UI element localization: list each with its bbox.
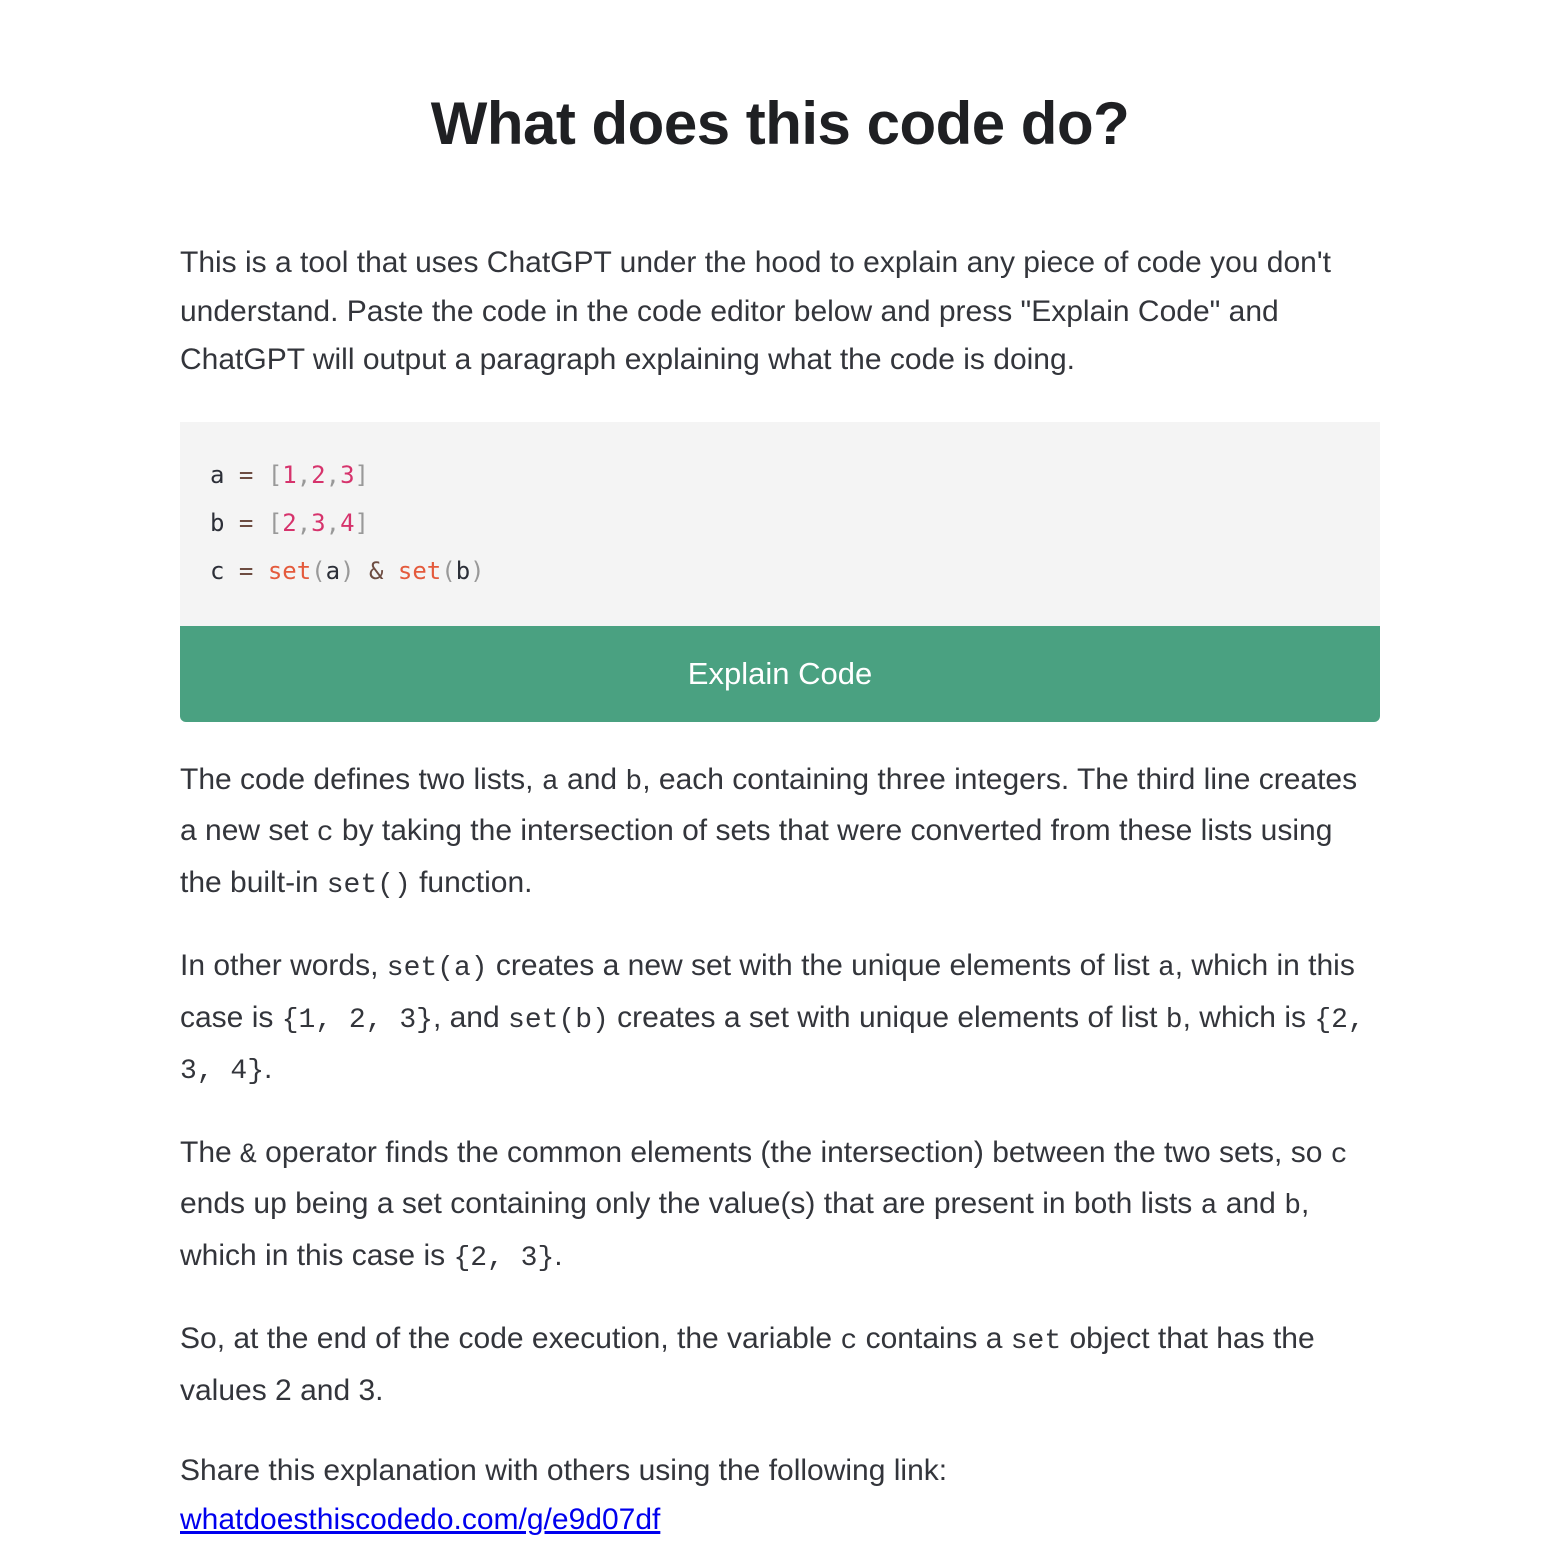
inline-code: b xyxy=(625,766,643,798)
share-text: Share this explanation with others using the following link: xyxy=(180,1454,948,1487)
text: So, at the end of the code execution, the variable xyxy=(180,1322,841,1355)
text: contains a xyxy=(857,1322,1011,1355)
code-token: a xyxy=(325,556,341,585)
code-token: 2 xyxy=(282,508,297,537)
code-token: 2 xyxy=(311,460,326,489)
code-token: , xyxy=(325,508,341,537)
code-line-3 xyxy=(210,547,1350,595)
inline-code: {2, 3} xyxy=(453,1242,555,1274)
inline-code: a xyxy=(541,766,559,798)
code-token: = xyxy=(238,508,254,537)
inline-code: & xyxy=(240,1139,257,1171)
code-token: ( xyxy=(441,556,456,585)
code-token: & xyxy=(368,556,384,585)
explanation-paragraph-2 xyxy=(180,942,1380,1097)
code-token: , xyxy=(325,460,341,489)
text: , which in this case is xyxy=(180,1187,1310,1272)
inline-code: {2, 3, 4} xyxy=(180,1004,1365,1087)
text: operator finds the common elements (the intersection) between the two sets, so xyxy=(256,1135,1331,1169)
inline-code: b xyxy=(1284,1191,1301,1222)
inline-code: b xyxy=(1165,1004,1183,1036)
inline-code: c xyxy=(316,818,334,849)
text: . xyxy=(554,1238,563,1272)
inline-code: a xyxy=(1157,953,1175,984)
code-editor[interactable] xyxy=(180,422,1380,626)
code-token: 4 xyxy=(340,508,355,537)
code-token: b xyxy=(210,508,225,537)
text: by taking the intersection of sets that were converted from these lists using the built-in xyxy=(180,814,1333,899)
text: The xyxy=(180,1135,241,1169)
text: , each containing three integers. The third line creates a new set xyxy=(180,762,1358,847)
text: and xyxy=(558,762,626,796)
code-token: ) xyxy=(340,556,355,585)
code-token: 1 xyxy=(282,460,297,489)
code-token: a xyxy=(210,460,225,489)
code-token: set xyxy=(267,556,312,585)
code-token: 3 xyxy=(311,508,326,537)
code-token: = xyxy=(238,460,254,489)
code-line-2 xyxy=(210,499,1350,547)
inline-code: {1, 2, 3} xyxy=(281,1004,433,1036)
code-token: b xyxy=(455,556,471,585)
text: , which in this case is xyxy=(180,949,1355,1034)
code-token: set xyxy=(397,556,442,585)
text: creates a new set with the unique elements of list xyxy=(487,949,1158,982)
inline-code: set(a) xyxy=(386,953,488,984)
share-section xyxy=(180,1447,1380,1544)
explanation-paragraph-4 xyxy=(180,1315,1380,1415)
text: . xyxy=(264,1052,273,1085)
inline-code: c xyxy=(840,1326,858,1357)
inline-code: c xyxy=(1330,1139,1348,1171)
code-token: = xyxy=(238,556,254,585)
text: and xyxy=(1217,1187,1285,1220)
explanation-paragraph-1 xyxy=(180,756,1380,911)
explanation-paragraph-3 xyxy=(180,1129,1380,1284)
code-token: 3 xyxy=(340,460,355,489)
code-token: [ xyxy=(267,508,283,537)
explain-code-button[interactable]: Explain Code xyxy=(180,626,1380,722)
code-token: ) xyxy=(470,556,485,585)
code-token: ] xyxy=(354,508,369,537)
inline-code: a xyxy=(1200,1191,1218,1222)
code-token: [ xyxy=(267,460,283,489)
page-title: What does this code do? xyxy=(430,90,1130,157)
text: , and xyxy=(432,1000,509,1034)
explanation xyxy=(180,756,1380,1545)
code-token: ( xyxy=(311,556,326,585)
text: creates a set with unique elements of list xyxy=(608,1000,1166,1034)
code-token: c xyxy=(210,556,225,585)
inline-code: set() xyxy=(326,869,411,901)
page xyxy=(180,0,1380,1544)
inline-code: set xyxy=(1010,1326,1062,1357)
intro-paragraph: This is a tool that uses ChatGPT under the hood to explain any piece of code you don't understand. Paste the code in the code editor below and press "Explain Code" and ChatGPT will output a paragraph explaining what the code is doing. xyxy=(180,246,1331,376)
share-link[interactable]: whatdoesthiscodedo.com/g/e9d07df xyxy=(180,1502,661,1536)
code-token: , xyxy=(296,508,312,537)
text: , which is xyxy=(1182,1000,1315,1034)
inline-code: set(b) xyxy=(508,1004,609,1036)
text: object that has the values 2 and 3. xyxy=(180,1322,1315,1407)
code-token: ] xyxy=(354,460,369,489)
code-line-1 xyxy=(210,451,1350,499)
text: ends up being a set containing only the value(s) that are present in both lists xyxy=(180,1187,1201,1220)
text: The code defines two lists, xyxy=(180,762,542,796)
text: function. xyxy=(410,865,533,899)
code-token: , xyxy=(296,460,312,489)
text: In other words, xyxy=(180,949,387,982)
